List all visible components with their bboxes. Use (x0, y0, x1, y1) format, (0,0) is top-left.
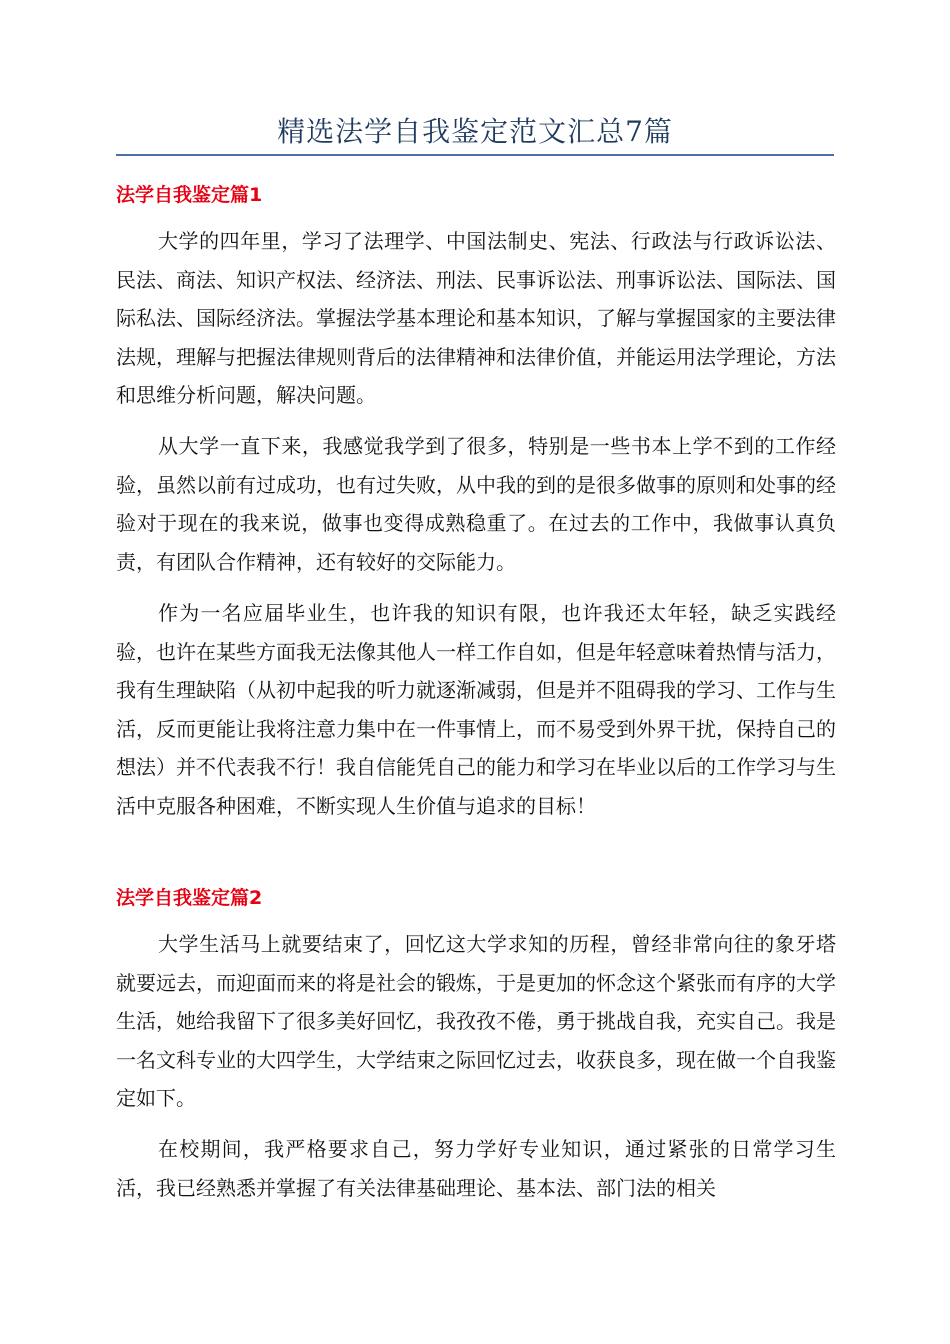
section-1-paragraph-1: 大学的四年里，学习了法理学、中国法制史、宪法、行政法与行政诉讼法、民法、商法、知识产权法、经济法、刑法、民事诉讼法、刑事诉讼法、国际法、国际私法、国际经济法。掌握法学基本理论和基本知识，了解与掌握国家的主要法律法规，理解与把握法律规则背后的法律精神和法律价值，并能运用法学理论，方法和思维分析问题，解决问题。 (116, 229, 836, 407)
section-2-paragraph-2: 在校期间，我严格要求自己，努力学好专业知识，通过紧张的日常学习生活，我已经熟悉并掌握了有关法律基础理论、基本法、部门法的相关 (116, 1137, 836, 1200)
title-underline (116, 154, 834, 156)
section-heading-2: 法学自我鉴定篇2 (116, 887, 263, 909)
document-title: 精选法学自我鉴定范文汇总7篇 (277, 115, 673, 148)
section-heading-1: 法学自我鉴定篇1 (116, 184, 263, 206)
section-1-paragraph-2: 从大学一直下来，我感觉我学到了很多，特别是一些书本上学不到的工作经验，虽然以前有过成功，也有过失败，从中我的到的是很多做事的原则和处事的经验对于现在的我来说，做事也变得成熟稳重了。在过去的工作中，我做事认真负责，有团队合作精神，还有较好的交际能力。 (116, 434, 836, 574)
section-2-paragraph-1: 大学生活马上就要结束了，回忆这大学求知的历程，曾经非常向往的象牙塔就要远去，而迎面而来的将是社会的锻炼，于是更加的怀念这个紧张而有序的大学生活，她给我留下了很多美好回忆，我孜孜不倦，勇于挑战自我，充实自己。我是一名文科专业的大四学生，大学结束之际回忆过去，收获良多，现在做一个自我鉴定如下。 (116, 932, 836, 1110)
section-1-paragraph-3: 作为一名应届毕业生，也许我的知识有限，也许我还太年轻，缺乏实践经验，也许在某些方面我无法像其他人一样工作自如，但是年轻意味着热情与活力，我有生理缺陷（从初中起我的听力就逐渐减弱，但是并不阻碍我的学习、工作与生活，反而更能让我将注意力集中在一件事情上，而不易受到外界干扰，保持自己的想法）并不代表我不行！我自信能凭自己的能力和学习在毕业以后的工作学习与生活中克服各种困难，不断实现人生价值与追求的目标！ (116, 601, 836, 818)
